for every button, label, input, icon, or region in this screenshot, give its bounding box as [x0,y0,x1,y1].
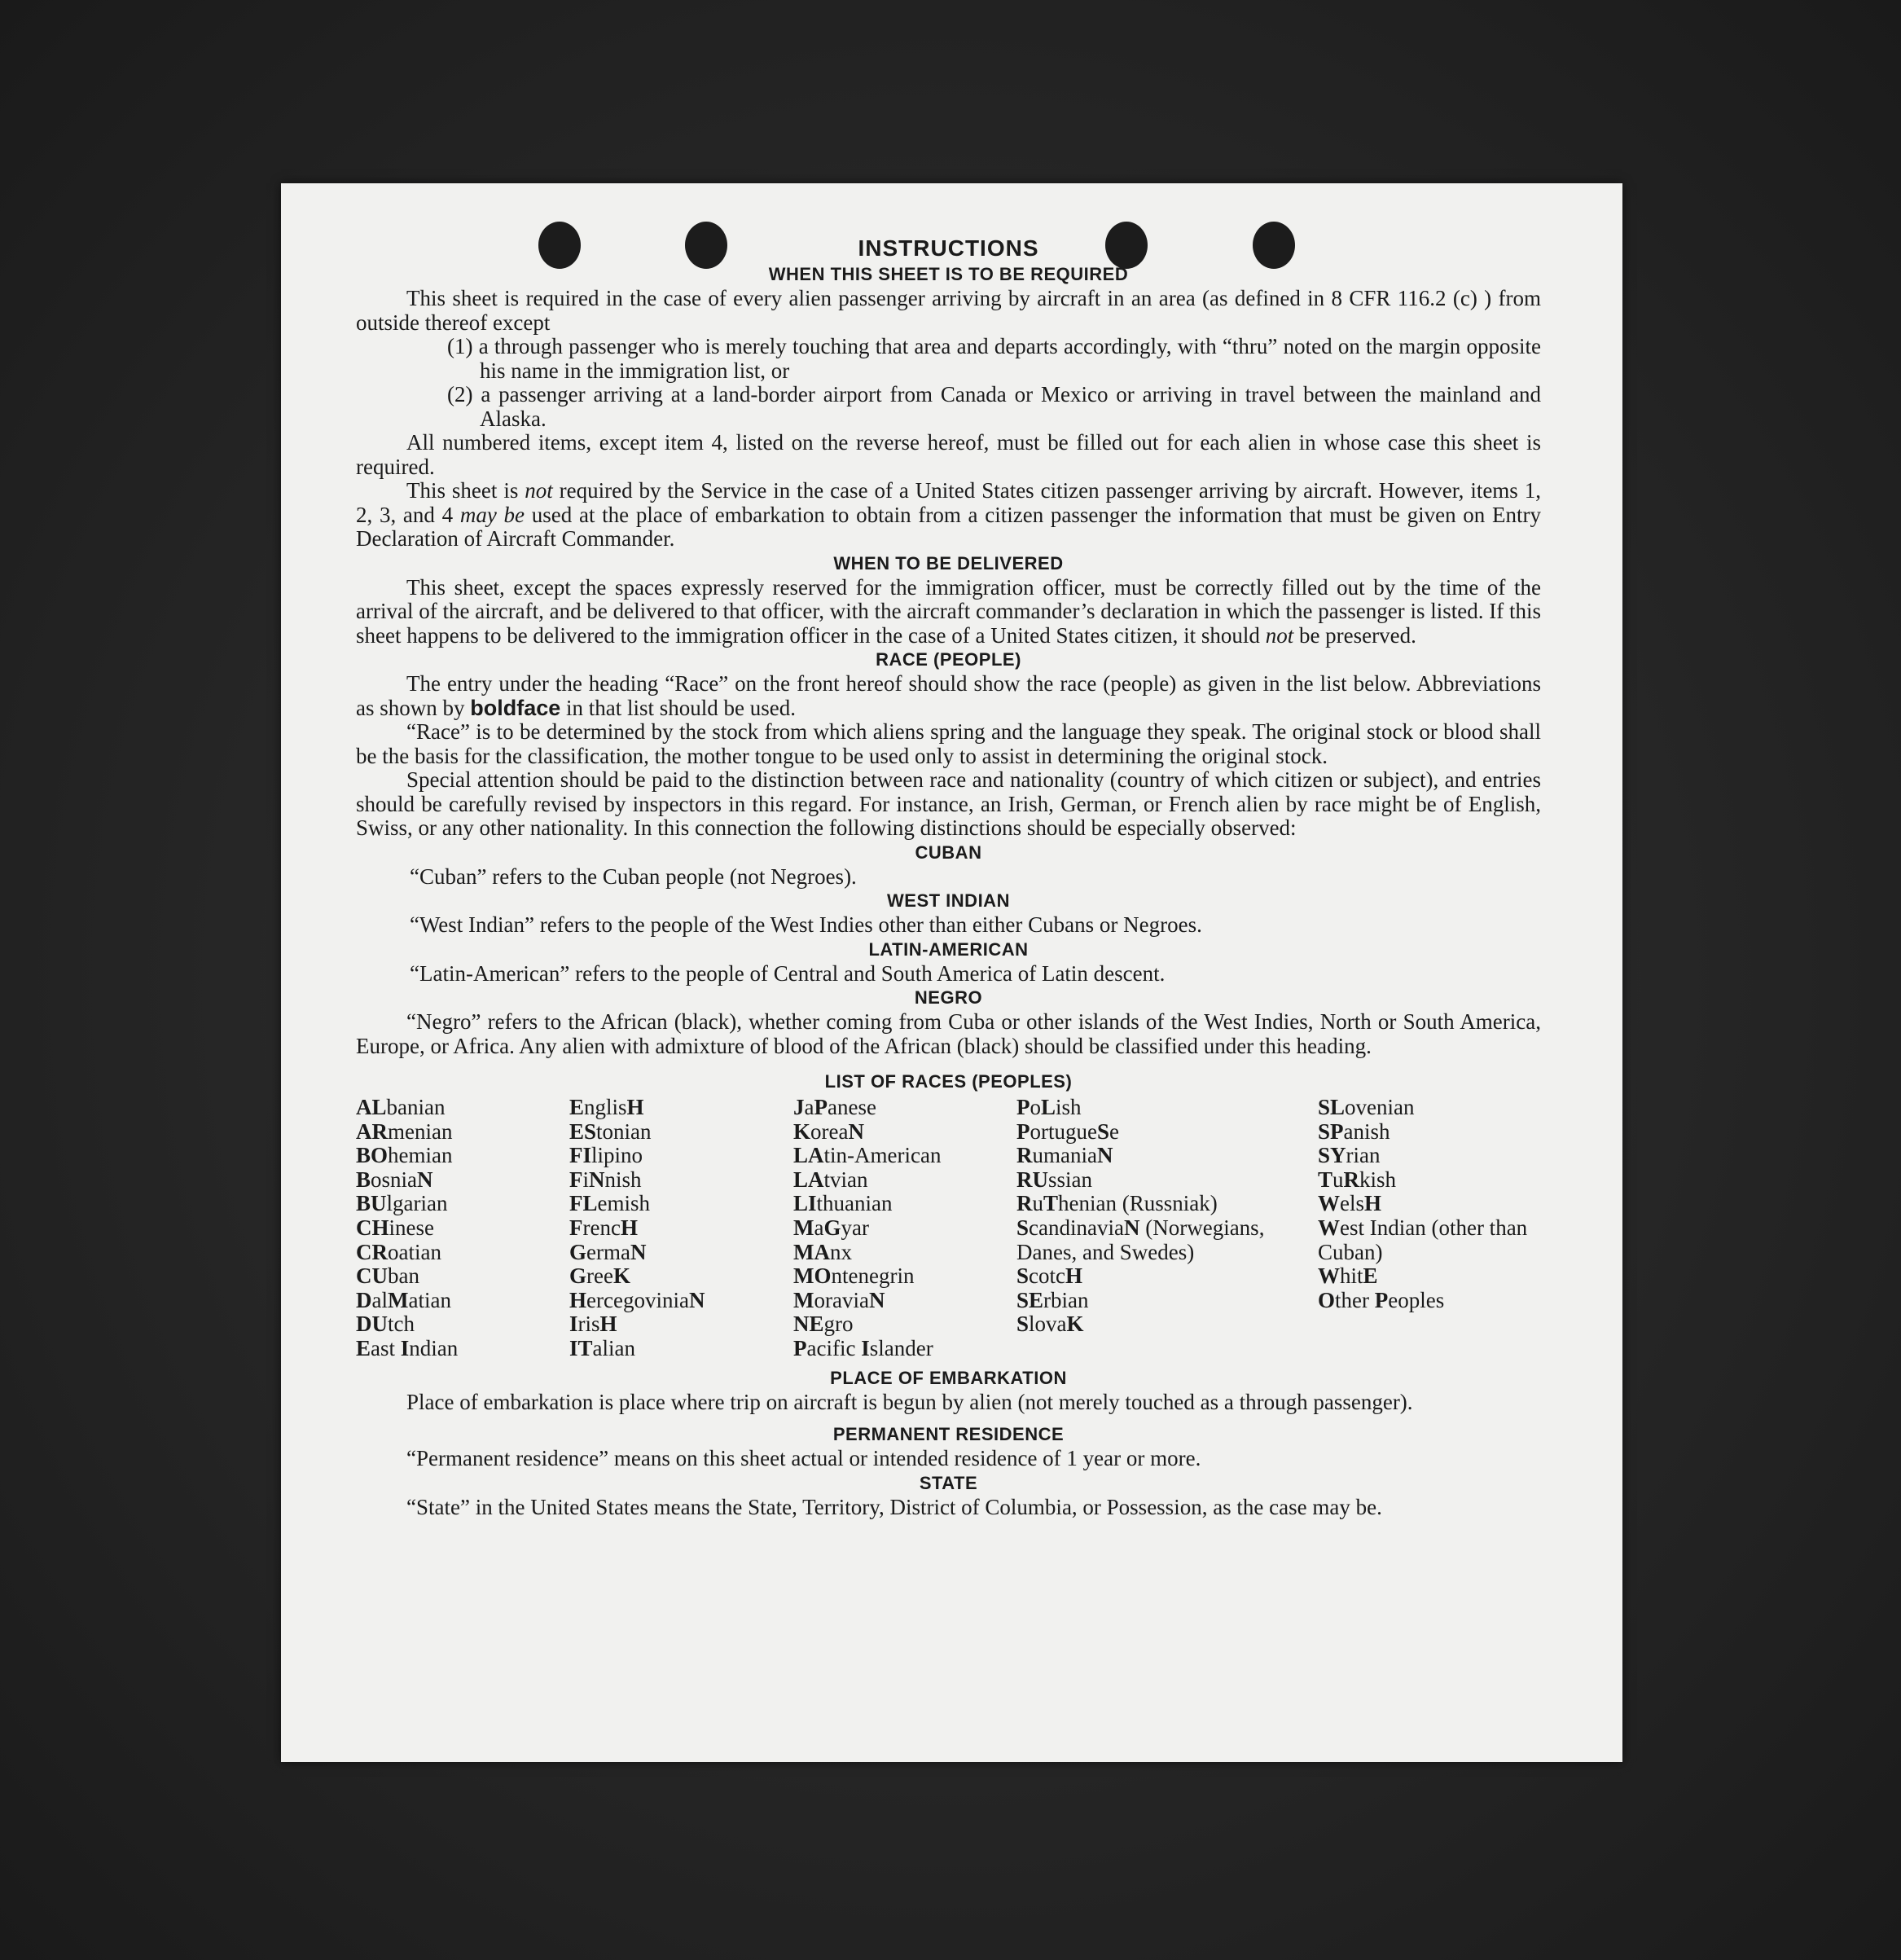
citizen-paragraph: This sheet is not required by the Service in the case of a United States citizen passenger arriving by aircraft. However, items 1, 2, 3, and 4 may be used at the place of embarkation to obtain from a citizen passenger the information that must be given on Entry Declaration of Aircraft Commander. [356,478,1542,551]
race-entry: GermaN [569,1239,647,1264]
permanent-residence-text: “Permanent residence” means on this sheet actual or intended residence of 1 year or more. [406,1446,1201,1471]
race-entry: TuRkish [1318,1167,1397,1192]
latin-american-definition: “Latin-American” refers to the people of Central and South America of Latin descent. [410,960,1166,986]
heading-place-of-embarkation: PLACE OF EMBARKATION [830,1367,1067,1388]
race-entry: PortugueSe [1016,1118,1119,1144]
races-column [356,1096,569,1361]
heading-west-indian: WEST INDIAN [887,890,1010,911]
race-entry: CUban [356,1263,419,1289]
races-column [793,1096,1016,1361]
race-entry: MaGyar [793,1215,869,1240]
race-entry: SYrian [1318,1143,1381,1168]
heading-state: STATE [919,1472,978,1493]
delivery-paragraph: This sheet, except the spaces expressly reserved for the immigration officer, must be correctly filled out by the time of the arrival of the aircraft, and be delivered to that officer, with the aircraft commander’s declaration in which the passenger is listed. If this sheet happens to be delivered to the immigration officer in the case of a United States citizen, it should not be preserved. [356,574,1541,648]
races-column [1016,1096,1318,1361]
race-entry: RumaniaN [1016,1143,1113,1168]
races-column [1318,1096,1541,1361]
heading-negro: NEGRO [914,987,983,1008]
race-entry: BUlgarian [356,1191,448,1216]
race-entry: KoreaN [793,1118,864,1144]
race-entry: ARmenian [356,1118,453,1144]
race-entry: RuThenian (Russniak) [1016,1191,1218,1216]
race-entry: DalMatian [356,1287,451,1312]
state-text: “State” in the United States means the State, Territory, District of Columbia, or Possession, as the case may be. [406,1494,1382,1519]
heading-permanent-residence: PERMANENT RESIDENCE [832,1424,1065,1445]
race-entry: WhitE [1318,1263,1378,1289]
instructions-title: INSTRUCTIONS [858,235,1039,261]
heading-race: RACE (PEOPLE) [876,649,1021,670]
numbered-items-paragraph: All numbered items, except item 4, listed on the reverse hereof, must be filled out for each alien in whose case this sheet is required. [356,430,1541,479]
instructions-content [356,235,1541,1519]
west-indian-definition: “West Indian” refers to the people of the West Indies other than either Cubans or Negroes. [410,912,1202,937]
race-entry: NEgro [793,1312,854,1337]
race-entry: BOhemian [356,1143,453,1168]
race-entry: ITalian [569,1335,636,1360]
race-entry: EnglisH [569,1095,644,1119]
negro-definition: “Negro” refers to the African (black), whether coming from Cuba or other islands of the West Indies, North or South America, Europe, or Africa. Any alien with admixture of blood of the African (black) should be classified under this heading. [356,1009,1541,1058]
heading-when-required: WHEN THIS SHEET IS TO BE REQUIRED [768,264,1129,284]
race-entry: ScandinaviaN (Norwegians, Danes, and Swedes) [1016,1215,1265,1264]
race-entry: SlovaK [1016,1312,1084,1337]
race-entry: LIthuanian [793,1191,893,1216]
race-entry: CHinese [356,1215,434,1240]
heading-when-delivered: WHEN TO BE DELIVERED [833,552,1064,573]
exception-item-1: (1) a through passenger who is merely touching that area and departs accordingly, with “thru” noted on the margin opposite his name in the immigration list, or [447,334,1541,383]
race-entry: MOntenegrin [793,1263,915,1289]
race-entry: PoLish [1016,1095,1082,1119]
race-entry: DUtch [356,1312,415,1337]
race-entry: Other Peoples [1318,1287,1445,1312]
heading-list-of-races: LIST OF RACES (PEOPLES) [824,1071,1073,1092]
race-entry: FiNnish [569,1167,642,1192]
race-entry: LAtin-American [793,1143,942,1168]
race-entry: ALbanian [356,1095,446,1119]
race-entry: MAnx [793,1239,852,1264]
race-entry: CRoatian [356,1239,441,1264]
race-entry: SPanish [1318,1118,1390,1144]
race-entry: BosniaN [356,1167,433,1192]
race-entry: FrencH [569,1215,638,1240]
race-paragraph-2: “Race” is to be determined by the stock from which aliens spring and the language they speak. The original stock or blood shall be the basis for the classification, the mother tongue to be used only to assist in determining the original stock. [356,719,1541,768]
heading-cuban: CUBAN [915,842,982,863]
race-entry: FLemish [569,1191,651,1216]
race-paragraph-1: The entry under the heading “Race” on the front hereof should show the race (people) as given in the list below. Abbreviations as shown by boldface in that list should be used. [356,671,1541,720]
race-entry: LAtvian [793,1167,868,1192]
race-entry: MoraviaN [793,1287,885,1312]
race-entry: IrisH [569,1312,617,1337]
when-required-intro: This sheet is required in the case of every alien passenger arriving by aircraft in an area (as defined in 8 CFR 116.2 (c) ) from outside thereof except [356,286,1541,335]
race-entry: EStonian [569,1118,652,1144]
exception-item-2: (2) a passenger arriving at a land-border airport from Canada or Mexico or arriving in travel between the mainland and Alaska. [447,382,1541,431]
races-column [569,1096,793,1361]
races-list [356,1096,1541,1361]
cuban-definition: “Cuban” refers to the Cuban people (not Negroes). [410,864,857,889]
race-entry: Pacific Islander [793,1335,933,1360]
document-page [281,183,1622,1762]
race-entry: WelsH [1318,1191,1382,1216]
race-entry: SErbian [1016,1287,1089,1312]
race-entry: FIlipino [569,1143,643,1168]
race-entry: GreeK [569,1263,630,1289]
race-entry: RUssian [1016,1167,1092,1192]
race-entry: HercegoviniaN [569,1287,705,1312]
race-entry: West Indian (other than Cuban) [1318,1215,1528,1264]
race-entry: ScotcH [1016,1263,1083,1289]
race-entry: SLovenian [1318,1095,1415,1119]
heading-latin-american: LATIN-AMERICAN [868,938,1029,960]
race-entry: East Indian [356,1335,459,1360]
race-entry: JaPanese [793,1095,876,1119]
place-of-embarkation-text: Place of embarkation is place where trip on aircraft is begun by alien (not merely touched as a through passenger). [406,1389,1413,1414]
race-paragraph-3: Special attention should be paid to the distinction between race and nationality (country of which citizen or subject), and entries should be carefully revised by inspectors in this regard. For instance, an Irish, German, or French alien by race might be of English, Swiss, or any other nationality. In this connection the following distinctions should be especially observed: [356,767,1541,840]
